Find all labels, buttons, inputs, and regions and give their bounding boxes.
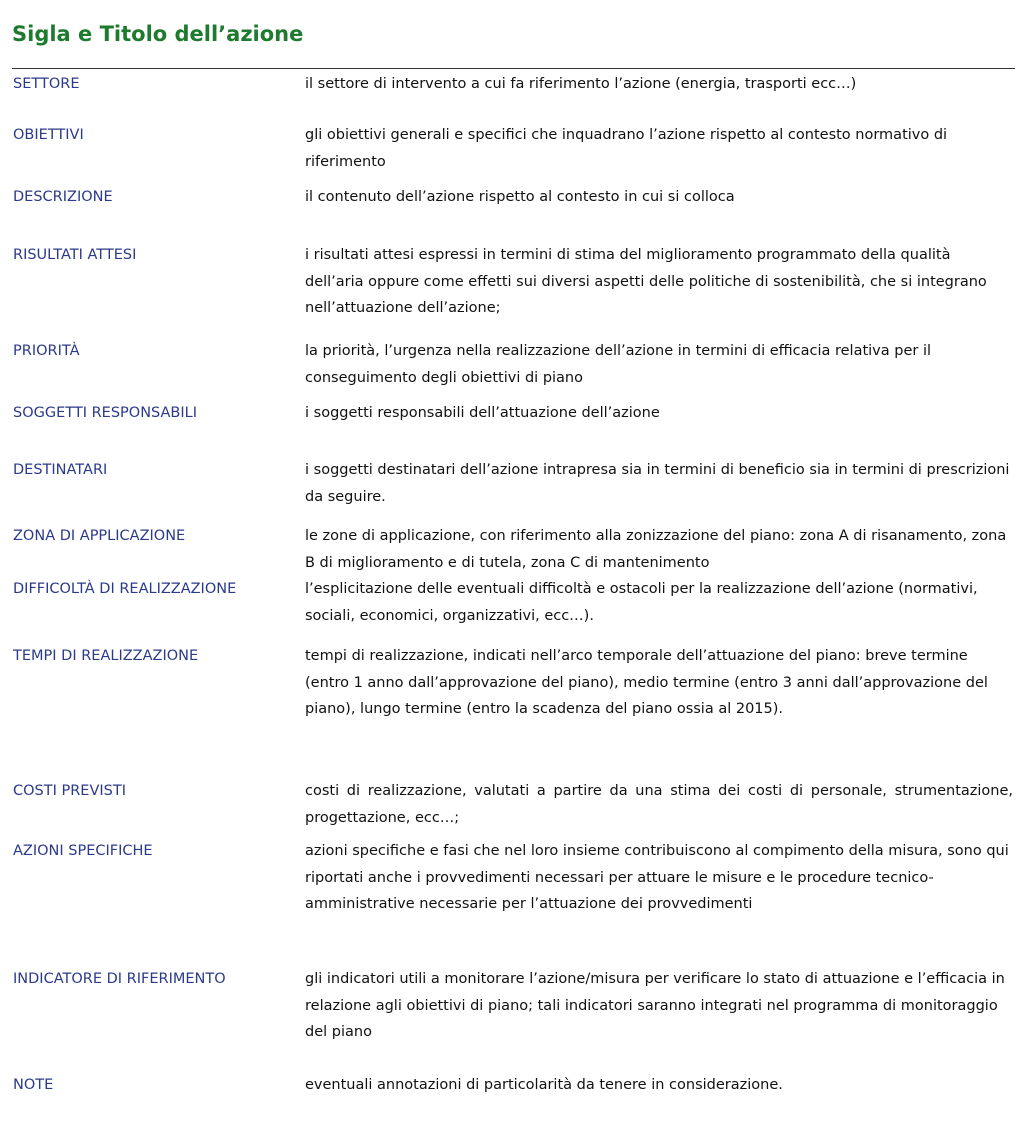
row-description: i soggetti responsabili dell’attuazione dell’azione [305,405,660,421]
title-divider [12,68,1015,69]
row-description: azioni specifiche e fasi che nel loro insieme contribuiscono al compimento della misura, sono qui riportati anche i provvedimenti necessari per attuare le misure e le procedure tecnico-amministrative necessarie per l’attuazione dei provvedimenti [305,843,1009,912]
row-description: costi di realizzazione, valutati a partire da una stima dei costi di personale, strumentazione, progettazione, ecc…; [305,783,1013,826]
row-label: TEMPI DI REALIZZAZIONE [13,648,199,664]
row-description: la priorità, l’urgenza nella realizzazione dell’azione in termini di efficacia relativa per il conseguimento degli obiettivi di piano [305,343,932,386]
row-description: gli obiettivi generali e specifici che inquadrano l’azione rispetto al contesto normativo di riferimento [305,127,948,170]
row-label: COSTI PREVISTI [13,783,126,799]
row-description: gli indicatori utili a monitorare l’azione/misura per verificare lo stato di attuazione e l’efficacia in relazione agli obiettivi di piano; tali indicatori saranno integrati nel programma di monitoraggio del piano [305,971,1005,1040]
row-description: tempi di realizzazione, indicati nell’arco temporale dell’attuazione del piano: breve termine (entro 1 anno dall’approvazione del piano), medio termine (entro 3 anni dall’approvazione del piano), lungo termine (entro la scadenza del piano ossia al 2015). [305,648,988,717]
row-label: DIFFICOLTÀ DI REALIZZAZIONE [13,581,237,597]
row-label: OBIETTIVI [13,127,84,143]
row-label: SOGGETTI RESPONSABILI [13,405,198,421]
row-label: DESTINATARI [13,462,108,478]
row-label: RISULTATI ATTESI [13,247,137,263]
row-description: i soggetti destinatari dell’azione intrapresa sia in termini di beneficio sia in termini di prescrizioni da seguire. [305,462,1010,505]
row-label: ZONA DI APPLICAZIONE [13,528,186,544]
row-description: il settore di intervento a cui fa riferimento l’azione (energia, trasporti ecc…) [305,76,857,92]
row-label: INDICATORE DI RIFERIMENTO [13,971,226,987]
row-description: i risultati attesi espressi in termini di stima del miglioramento programmato della qualità dell’aria oppure come effetti sui diversi aspetti delle politiche di sostenibilità, che si integrano nell’attuazione dell’azione; [305,247,987,316]
row-label: NOTE [13,1077,54,1093]
row-description: le zone di applicazione, con riferimento alla zonizzazione del piano: zona A di risanamento, zona B di miglioramento e di tutela, zona C di mantenimento [305,528,1007,571]
row-description: l’esplicitazione delle eventuali difficoltà e ostacoli per la realizzazione dell’azione (normativi, sociali, economici, organizzativi, ecc…). [305,581,978,624]
row-label: SETTORE [13,76,80,92]
row-label: DESCRIZIONE [13,189,113,205]
row-description: eventuali annotazioni di particolarità da tenere in considerazione. [305,1077,783,1093]
row-label: PRIORITÀ [13,343,80,359]
row-label: AZIONI SPECIFICHE [13,843,153,859]
row-description: il contenuto dell’azione rispetto al contesto in cui si colloca [305,189,735,205]
document-title: Sigla e Titolo dell’azione [12,22,304,46]
